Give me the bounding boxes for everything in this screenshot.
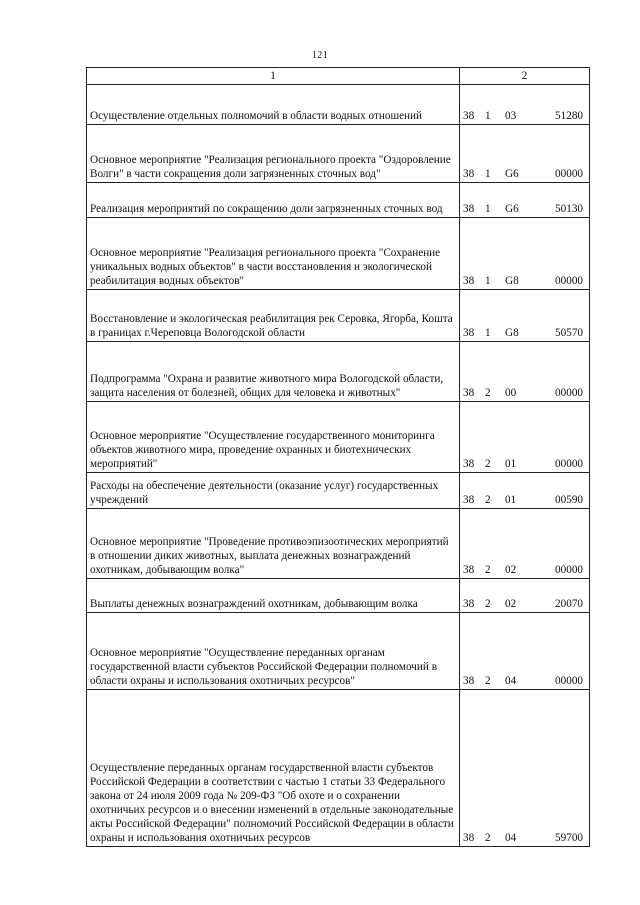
row-description: Расходы на обеспечение деятельности (оказание услуг) государственных учреждений [87, 473, 460, 509]
row-code [460, 85, 590, 125]
row-code [460, 690, 590, 847]
code-event: G6 [505, 168, 519, 180]
code-program: 38 [463, 203, 475, 215]
row-description: Восстановление и экологическая реабилитация рек Серовка, Ягорба, Кошта в границах г.Череповца Вологодской области [87, 290, 460, 342]
code-direction: 51280 [555, 110, 583, 122]
table-row [87, 290, 590, 342]
row-description: Подпрограмма "Охрана и развитие животного мира Вологодской области, защита населения от болезней, общих для человека и животных" [87, 342, 460, 402]
table-row [87, 183, 590, 218]
table-header-row [87, 68, 590, 85]
row-code [460, 579, 590, 613]
code-subprogram: 2 [485, 832, 491, 844]
code-direction: 50130 [555, 203, 583, 215]
code-event: 04 [505, 832, 517, 844]
code-program: 38 [463, 275, 475, 287]
code-subprogram: 2 [485, 675, 491, 687]
code-program: 38 [463, 494, 475, 506]
code-subprogram: 1 [485, 110, 491, 122]
code-direction: 00000 [555, 564, 583, 576]
code-program: 38 [463, 168, 475, 180]
code-event: G8 [505, 327, 519, 339]
code-event: 04 [505, 675, 517, 687]
code-subprogram: 2 [485, 564, 491, 576]
code-event: 01 [505, 494, 517, 506]
row-code [460, 290, 590, 342]
table-row [87, 690, 590, 847]
table-row [87, 613, 590, 690]
table-row [87, 85, 590, 125]
code-direction: 00000 [555, 458, 583, 470]
row-description: Основное мероприятие "Реализация регионального проекта "Сохранение уникальных водных объектов" в части восстановления и экологической реабилитация водных объектов" [87, 218, 460, 290]
row-description: Основное мероприятие "Проведение противоэпизоотических мероприятий в отношении диких животных, выплата денежных вознаграждений охотникам, добывающим волка" [87, 509, 460, 579]
code-event: 01 [505, 458, 517, 470]
row-code [460, 613, 590, 690]
code-program: 38 [463, 675, 475, 687]
code-program: 38 [463, 387, 475, 399]
row-code [460, 402, 590, 473]
table-row [87, 342, 590, 402]
code-program: 38 [463, 564, 475, 576]
code-direction: 20070 [555, 598, 583, 610]
code-direction: 00000 [555, 275, 583, 287]
code-subprogram: 1 [485, 275, 491, 287]
row-code [460, 183, 590, 218]
code-subprogram: 1 [485, 168, 491, 180]
row-description: Основное мероприятие "Осуществление государственного мониторинга объектов животного мира, проведение охранных и биотехнических мероприятий" [87, 402, 460, 473]
header-col-1: 1 [87, 68, 460, 85]
row-code [460, 509, 590, 579]
table-row [87, 125, 590, 183]
row-code [460, 125, 590, 183]
code-subprogram: 1 [485, 203, 491, 215]
code-subprogram: 2 [485, 598, 491, 610]
code-event: 02 [505, 598, 517, 610]
code-program: 38 [463, 832, 475, 844]
code-subprogram: 2 [485, 494, 491, 506]
budget-classification-table [86, 67, 590, 847]
code-program: 38 [463, 110, 475, 122]
row-code [460, 218, 590, 290]
code-direction: 00000 [555, 168, 583, 180]
code-direction: 00000 [555, 675, 583, 687]
code-subprogram: 2 [485, 387, 491, 399]
code-program: 38 [463, 327, 475, 339]
row-description: Основное мероприятие "Осуществление переданных органам государственной власти субъектов Российской Федерации полномочий в области охраны и использования охотничьих ресурсов" [87, 613, 460, 690]
code-event: 00 [505, 387, 517, 399]
code-subprogram: 2 [485, 458, 491, 470]
row-description: Осуществление отдельных полномочий в области водных отношений [87, 85, 460, 125]
table-row [87, 509, 590, 579]
code-program: 38 [463, 458, 475, 470]
table-row [87, 402, 590, 473]
code-program: 38 [463, 598, 475, 610]
row-code [460, 473, 590, 509]
code-event: 02 [505, 564, 517, 576]
table-row [87, 579, 590, 613]
code-subprogram: 1 [485, 327, 491, 339]
row-code [460, 342, 590, 402]
code-event: G6 [505, 203, 519, 215]
code-direction: 00000 [555, 387, 583, 399]
code-direction: 00590 [555, 494, 583, 506]
header-col-2: 2 [460, 68, 590, 85]
code-direction: 59700 [555, 832, 583, 844]
table-row [87, 473, 590, 509]
row-description: Реализация мероприятий по сокращению доли загрязненных сточных вод [87, 183, 460, 218]
row-description: Выплаты денежных вознаграждений охотникам, добывающим волка [87, 579, 460, 613]
row-description: Осуществление переданных органам государственной власти субъектов Российской Федерации в соответствии с частью 1 статьи 33 Федерального закона от 24 июля 2009 года № 209-ФЗ "Об охоте и о сохранении охотничьих ресурсов и о внесении изменений в отдельные законодательные акты Российской Федерации" полномочий Российской Федерации в области охраны и использования охотничьих ресурсов [87, 690, 460, 847]
row-description: Основное мероприятие "Реализация регионального проекта "Оздоровление Волги" в части сокращения доли загрязненных сточных вод" [87, 125, 460, 183]
page-number: 121 [311, 50, 329, 61]
code-event: 03 [505, 110, 517, 122]
table-row [87, 218, 590, 290]
code-event: G8 [505, 275, 519, 287]
code-direction: 50570 [555, 327, 583, 339]
